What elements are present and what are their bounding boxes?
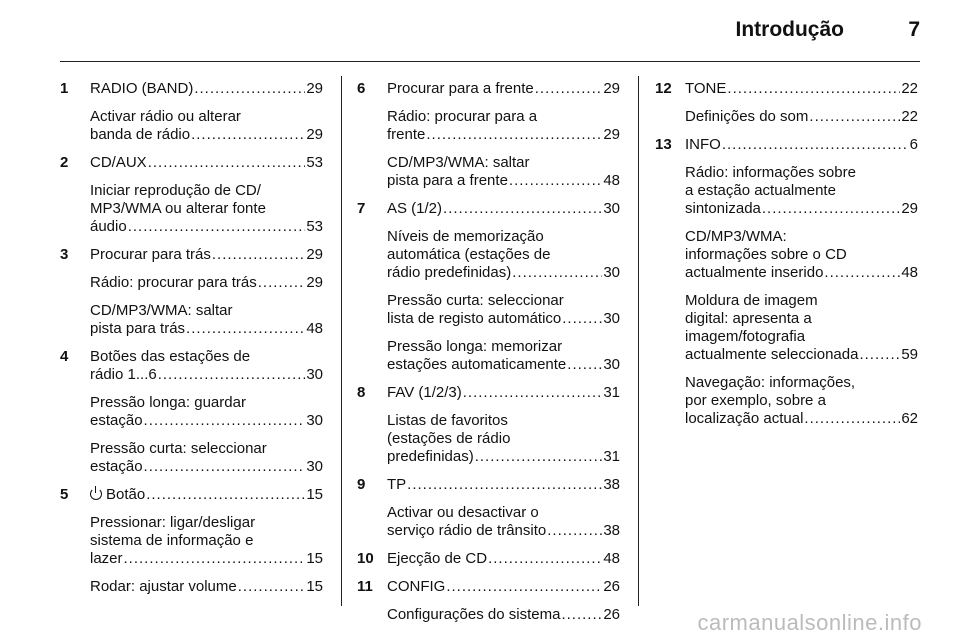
index-entry (60, 246, 323, 338)
dot-leader (824, 264, 900, 282)
item-text-label: Rodar: ajustar volume (90, 578, 237, 595)
entry-number: 10 (357, 550, 374, 567)
power-icon (90, 488, 102, 500)
page-ref: 26 (603, 606, 620, 623)
item-text (90, 80, 193, 98)
dot-leader (547, 522, 602, 540)
index-item-line: automática (estações de (387, 246, 551, 263)
item-text (387, 80, 534, 98)
page-ref: 30 (306, 366, 323, 383)
dot-leader (426, 126, 602, 144)
dot-leader (148, 154, 306, 172)
item-text-label: lazer (90, 550, 123, 567)
item-text-label: estação (90, 458, 143, 475)
index-item (685, 374, 918, 428)
dot-leader (146, 486, 305, 504)
item-text-label: Procurar para a frente (387, 80, 534, 97)
index-item (387, 578, 620, 596)
item-text (90, 412, 143, 430)
page-ref: 30 (306, 458, 323, 475)
dot-leader (562, 310, 602, 328)
item-text-label: Rádio: procurar para trás (90, 274, 257, 291)
index-item (685, 80, 918, 98)
index-item (685, 136, 918, 154)
item-text-label: INFO (685, 136, 721, 153)
page-ref: 30 (603, 310, 620, 327)
index-item-line-with-page (387, 80, 620, 98)
index-item (387, 200, 620, 218)
dot-leader (463, 384, 603, 402)
index-item (685, 108, 918, 126)
index-item (387, 550, 620, 568)
dot-leader (158, 366, 306, 384)
item-text (685, 80, 726, 98)
index-item-line: Activar rádio ou alterar (90, 108, 241, 125)
page-ref: 62 (901, 410, 918, 427)
index-item-line-with-page (685, 80, 918, 98)
item-text-label: CONFIG (387, 578, 446, 595)
page-ref: 15 (306, 550, 323, 567)
item-text (685, 136, 721, 154)
page-ref: 6 (909, 136, 918, 153)
index-item (387, 338, 620, 374)
column-divider (341, 76, 342, 606)
page-ref: 29 (901, 200, 918, 217)
index-item-line-with-page (387, 550, 620, 568)
item-text (685, 346, 858, 364)
index-item-line: CD/MP3/WMA: (685, 228, 787, 245)
page-ref: 48 (306, 320, 323, 337)
item-text (387, 578, 445, 596)
dot-leader (509, 172, 602, 190)
entry-number: 2 (60, 154, 69, 171)
dot-leader (809, 108, 900, 126)
index-item (387, 606, 620, 624)
dot-leader (535, 80, 603, 98)
index-item-line: informações sobre o CD (685, 246, 847, 263)
item-text-label: RADIO (BAND) (90, 80, 194, 97)
index-item-line: Rádio: informações sobre (685, 164, 856, 181)
index-item-line: Pressão longa: memorizar (387, 338, 563, 355)
index-item-line-with-page (90, 458, 323, 476)
page-ref: 29 (306, 274, 323, 291)
index-item-line: Pressionar: ligar/desligar (90, 514, 256, 531)
index-entry (357, 550, 620, 568)
index-entry (357, 384, 620, 466)
dot-leader (567, 356, 602, 374)
dot-leader (443, 200, 602, 218)
page-ref: 29 (306, 126, 323, 143)
index-item-line: digital: apresenta a (685, 310, 812, 327)
index-item (90, 182, 323, 236)
index-item-line-with-page (685, 136, 918, 154)
index-item (90, 514, 323, 568)
header-rule (60, 61, 920, 62)
dot-leader (238, 578, 306, 596)
index-item-line: Moldura de imagem (685, 292, 818, 309)
item-text (387, 476, 406, 494)
item-text-label: sintonizada (685, 200, 761, 217)
index-item-line: imagem/fotografia (685, 328, 806, 345)
entry-number: 5 (60, 486, 69, 503)
index-item-line-with-page (387, 172, 620, 190)
page-ref: 29 (306, 246, 323, 263)
dot-leader (194, 80, 305, 98)
index-item-line-with-page (387, 264, 620, 282)
item-text-label: actualmente inserido (685, 264, 824, 281)
index-item (90, 302, 323, 338)
index-item-line-with-page (387, 356, 620, 374)
page-ref: 30 (603, 356, 620, 373)
page-ref: 29 (603, 126, 620, 143)
entry-number: 1 (60, 80, 69, 97)
item-text-label: actualmente seleccionada (685, 346, 859, 363)
dot-leader (512, 264, 602, 282)
item-text-label: Configurações do sistema (387, 606, 561, 623)
dot-leader (124, 550, 306, 568)
dot-leader (128, 218, 306, 236)
dot-leader (144, 412, 306, 430)
entry-number: 13 (655, 136, 672, 153)
index-item (387, 80, 620, 98)
index-item-line-with-page (685, 108, 918, 126)
item-text (387, 384, 462, 402)
item-text-label: TONE (685, 80, 727, 97)
index-item (387, 412, 620, 466)
index-item (387, 292, 620, 328)
index-item-line-with-page (685, 200, 918, 218)
index-item (387, 228, 620, 282)
index-item-line: CD/MP3/WMA: saltar (90, 302, 233, 319)
item-text-label: rádio 1...6 (90, 366, 157, 383)
page-ref: 48 (603, 550, 620, 567)
entry-number: 6 (357, 80, 366, 97)
page-header (60, 16, 920, 48)
index-item-line-with-page (90, 486, 323, 504)
page-ref: 48 (603, 172, 620, 189)
page-ref: 30 (306, 412, 323, 429)
item-text (685, 108, 808, 126)
index-item (685, 228, 918, 282)
index-item (90, 108, 323, 144)
dot-leader (727, 80, 900, 98)
index-item-line: Rádio: procurar para a (387, 108, 538, 125)
page-ref: 48 (901, 264, 918, 281)
index-item-line: Iniciar reprodução de CD/ (90, 182, 261, 199)
dot-leader (475, 448, 603, 466)
dot-leader (722, 136, 909, 154)
item-text (387, 310, 561, 328)
index-item-line: por exemplo, sobre a (685, 392, 826, 409)
index-entry (357, 200, 620, 374)
page-title: Introdução (735, 18, 844, 41)
index-item (387, 108, 620, 144)
item-text (387, 550, 487, 568)
page-ref: 38 (603, 476, 620, 493)
index-item (387, 504, 620, 540)
index-item (90, 274, 323, 292)
index-item-line-with-page (387, 522, 620, 540)
index-item-line: Navegação: informações, (685, 374, 856, 391)
page-ref: 29 (603, 80, 620, 97)
item-text-label: pista para trás (90, 320, 186, 337)
item-text-label: frente (387, 126, 426, 143)
entry-number: 8 (357, 384, 366, 401)
item-text-label: localização actual (685, 410, 804, 427)
item-text-label: Ejecção de CD (387, 550, 488, 567)
index-item-line-with-page (90, 274, 323, 292)
item-text (90, 246, 211, 264)
item-text-label: lista de registo automático (387, 310, 562, 327)
index-entry (357, 80, 620, 190)
page-ref: 22 (901, 80, 918, 97)
index-entry (655, 80, 918, 126)
entry-number: 9 (357, 476, 366, 493)
index-item-line-with-page (90, 366, 323, 384)
index-item-line-with-page (387, 476, 620, 494)
index-item-line: a estação actualmente (685, 182, 836, 199)
item-text-label: serviço rádio de trânsito (387, 522, 547, 539)
index-item-line: sistema de informação e (90, 532, 254, 549)
item-text (90, 154, 147, 172)
index-item-line-with-page (90, 218, 323, 236)
column-divider (638, 76, 639, 606)
item-text (387, 606, 560, 624)
index-item-line: MP3/WMA ou alterar fonte (90, 200, 266, 217)
item-text (90, 578, 237, 596)
page-ref: 29 (306, 80, 323, 97)
item-text (387, 172, 508, 190)
index-item-line: Pressão curta: seleccionar (90, 440, 267, 457)
dot-leader (488, 550, 602, 568)
index-item (685, 292, 918, 364)
index-item-line: (estações de rádio (387, 430, 511, 447)
entry-number: 7 (357, 200, 366, 217)
item-text (90, 218, 127, 236)
item-text (90, 486, 145, 504)
index-item-line: Listas de favoritos (387, 412, 508, 429)
dot-leader (186, 320, 305, 338)
entry-number: 4 (60, 348, 69, 365)
index-item-line-with-page (90, 126, 323, 144)
index-item-line-with-page (685, 346, 918, 364)
index-item-line-with-page (90, 550, 323, 568)
page-ref: 53 (306, 218, 323, 235)
index-item (685, 164, 918, 218)
index-item (90, 154, 323, 172)
index-entry (60, 154, 323, 236)
page-ref: 38 (603, 522, 620, 539)
dot-leader (212, 246, 305, 264)
dot-leader (407, 476, 602, 494)
entry-number: 11 (357, 578, 373, 595)
index-item-line: Pressão longa: guardar (90, 394, 246, 411)
item-text-label: estações automaticamente (387, 356, 567, 373)
item-text-label: TP (387, 476, 407, 493)
index-item (387, 154, 620, 190)
item-text (685, 264, 823, 282)
item-text (685, 200, 761, 218)
index-item-line: CD/MP3/WMA: saltar (387, 154, 530, 171)
item-text (90, 320, 185, 338)
column-3 (655, 80, 918, 438)
dot-leader (446, 578, 602, 596)
index-item-line: Botões das estações de (90, 348, 251, 365)
item-text-label: banda de rádio (90, 126, 191, 143)
index-item-line-with-page (685, 410, 918, 428)
item-text-label: Definições do som (685, 108, 809, 125)
index-item-line: Níveis de memorização (387, 228, 544, 245)
item-text (387, 264, 511, 282)
index-item (90, 394, 323, 430)
index-item-line-with-page (387, 200, 620, 218)
index-item (90, 578, 323, 596)
item-text (387, 200, 442, 218)
page-ref: 59 (901, 346, 918, 363)
dot-leader (561, 606, 602, 624)
index-item-line-with-page (90, 246, 323, 264)
dot-leader (191, 126, 305, 144)
index-item-line: Pressão curta: seleccionar (387, 292, 564, 309)
index-entry (357, 476, 620, 540)
index-entry (655, 136, 918, 428)
index-item (90, 486, 323, 504)
item-text (90, 274, 257, 292)
column-1 (60, 80, 323, 606)
dot-leader (859, 346, 900, 364)
index-entry (60, 80, 323, 144)
dot-leader (804, 410, 900, 428)
item-text-label: Procurar para trás (90, 246, 211, 263)
item-text (387, 356, 566, 374)
item-text-label: estação (90, 412, 143, 429)
item-text-label: CD/AUX (90, 154, 147, 171)
dot-leader (762, 200, 900, 218)
dot-leader (258, 274, 306, 292)
entry-number: 3 (60, 246, 69, 263)
entry-number: 12 (655, 80, 672, 97)
page-number: 7 (908, 18, 920, 41)
index-item (387, 384, 620, 402)
item-text-label: rádio predefinidas) (387, 264, 512, 281)
page-ref: 53 (306, 154, 323, 171)
item-text-label: pista para a frente (387, 172, 508, 189)
index-item (90, 246, 323, 264)
index-entry (60, 486, 323, 596)
index-entry (60, 348, 323, 476)
page-ref: 15 (306, 578, 323, 595)
item-text (90, 550, 123, 568)
page-ref: 15 (306, 486, 323, 503)
page-ref: 22 (901, 108, 918, 125)
page-ref: 26 (603, 578, 620, 595)
page-ref: 31 (603, 384, 620, 401)
item-text (685, 410, 803, 428)
watermark: carmanualsonline.info (697, 610, 922, 635)
index-item-line-with-page (387, 310, 620, 328)
item-text-label: FAV (1/2/3) (387, 384, 462, 401)
index-item-line-with-page (387, 384, 620, 402)
item-text (90, 458, 143, 476)
index-item (90, 348, 323, 384)
page-ref: 30 (603, 264, 620, 281)
item-text (90, 366, 157, 384)
index-item-line-with-page (387, 578, 620, 596)
index-item-line: Activar ou desactivar o (387, 504, 539, 521)
item-text-label: AS (1/2) (387, 200, 443, 217)
item-text (387, 522, 546, 540)
index-item-line-with-page (387, 606, 620, 624)
index-item-line-with-page (90, 154, 323, 172)
item-text (387, 448, 474, 466)
item-text-label: predefinidas) (387, 448, 474, 465)
item-text (387, 126, 425, 144)
index-item (90, 440, 323, 476)
index-item-line-with-page (90, 80, 323, 98)
item-text-label: Botão (106, 486, 146, 503)
page-ref: 30 (603, 200, 620, 217)
column-2 (357, 80, 620, 634)
index-item-line-with-page (387, 448, 620, 466)
index-item (90, 80, 323, 98)
index-item-line-with-page (685, 264, 918, 282)
dot-leader (144, 458, 306, 476)
index-item-line-with-page (90, 578, 323, 596)
index-item-line-with-page (387, 126, 620, 144)
page-ref: 31 (603, 448, 620, 465)
index-item-line-with-page (90, 412, 323, 430)
index-entry (357, 578, 620, 624)
item-text (90, 126, 190, 144)
item-text-label: áudio (90, 218, 127, 235)
index-item-line-with-page (90, 320, 323, 338)
index-item (387, 476, 620, 494)
